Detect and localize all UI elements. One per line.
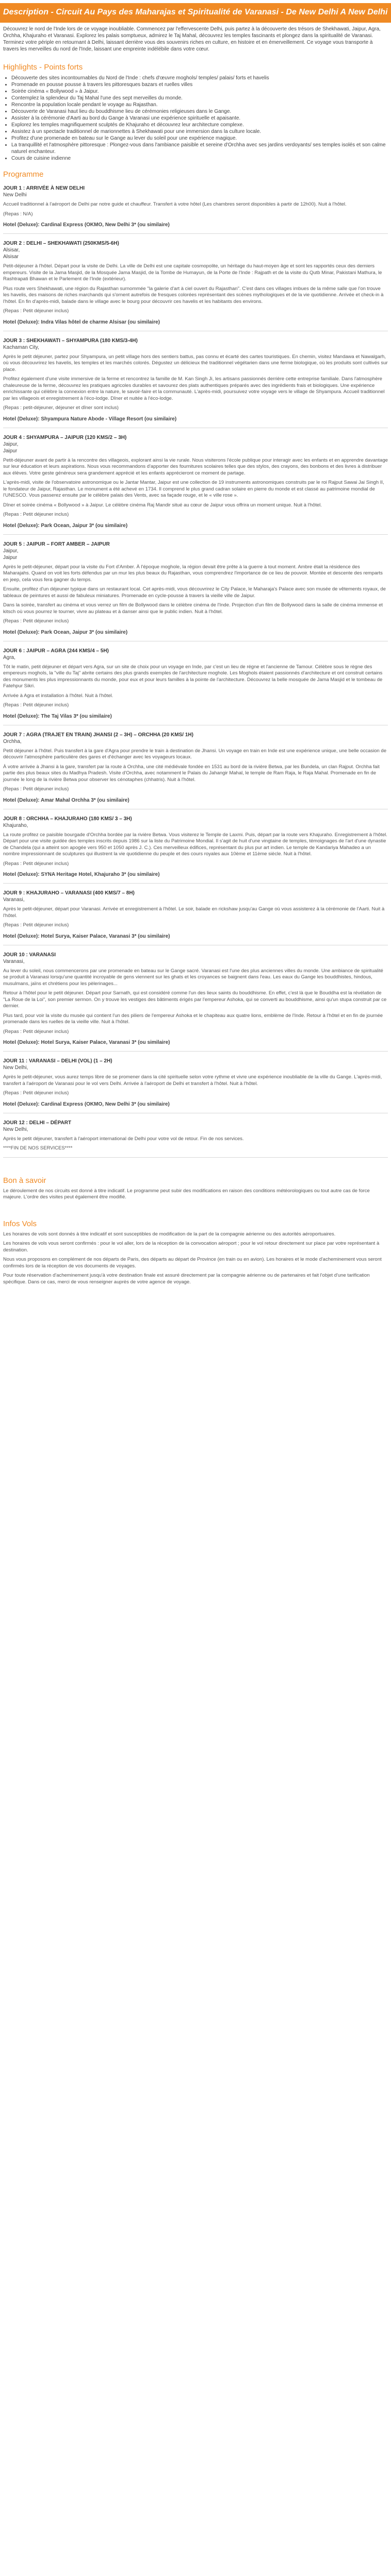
highlights-heading: Highlights - Points forts xyxy=(3,63,83,72)
day-place: Khajuraho, xyxy=(3,822,28,828)
day-place: New Delhi xyxy=(3,192,27,198)
day-hotel: Hotel (Deluxe): Shyampura Nature Abode - Village Resort (ou similaire) xyxy=(3,416,177,422)
flight-info-paragraph: Nous vous proposons en complément de nos départs de Paris, des départs au départ de Province (en train ou en avion). Les horaires et le mode d'acheminement vous seront confirmés lors de la réception de vos documents de voyages. xyxy=(3,1257,382,1269)
day-paragraph: Petit-déjeuner avant de partir à la rencontre des villageois, explorant ainsi la vie rurale. Nous visiterons l'école publique pour interagir avec les enfants et en apprendre davantage sur leur éducation et leurs aspirations. Nous vous recommandons d'apporter des fournitures scolaires telles que des stylos, des crayons, des bonbons et des livres à distribuer aux élèves. Votre geste généreux sera grandement apprécié et les enfants apprécieront ce moment de partage. xyxy=(3,457,388,476)
day-paragraph: La route profitez ce paisible bourgade d'Orchha bordée par la rivière Betwa. Vous visiterez le Temple de Laxmi. Puis, départ par la route vers Khajuraho. Enregistrement à l'hôtel. Départ pour une visite guidée des temples inscrits depuis 1986 sur la liste du Patrimoine Mondial. Il s'agit de huit d'une vingtaine de temples, témoignages de l'art d'une dynastie de Chandela (qui a atteint son apogée vers 950 et 1050 après J. C.). Ces merveilleux édifices, représentant du plus pur art indien. Le temple de Kandariya Mahadeo a un nombre impressionnant de sculptures qui illustrent la vie quotidienne du peuple et des cours royales aux 10ème et 11ème siècle. Nuit à l'hôtel. xyxy=(3,832,387,857)
intro-text: Découvrez le nord de l'Inde lors de ce voyage inoubliable. Commencez par l'effervescente Delhi, puis partez à la découverte des trésors de Shekhawati, Jaipur, Agra, Orchha, Khajuraho et Varanasi. Explorez les palais somptueux, admirez le Taj Mahal, découvrez les temples fascinants et plongez dans la spiritualité de Varanasi. Terminez votre périple en retournant à Delhi, laissant derrière vous des souvenirs riches en culture, en histoire et en émerveillement. Ce voyage vous transporte à travers les merveilles du nord de l'Inde, laissant une empreinte indélébile dans votre cœur. xyxy=(3,26,381,52)
day-paragraph: Au lever du soleil, nous commencerons par une promenade en bateau sur le Gange sacré. Varanasi est l'une des plus anciennes villes du monde. Une ambiance de spiritualité se produit à Varanasi lorsqu'une quantité incroyable de gens viennent sur les ghats et les croyances se baignent dans l'eau. Les eaux du Gange les bouddhistes, hindous, musulmans, jaïns et chrétiens pour les pèlerinages... xyxy=(3,968,383,987)
highlight-item: • Découverte des sites incontournables du Nord de l'Inde : chefs d'œuvre moghols/ temples/ palais/ forts et havelis xyxy=(11,75,391,81)
day-place: Jaipur, xyxy=(3,441,19,447)
day-section xyxy=(0,732,391,804)
flight-info-paragraph: Pour toute réservation d'acheminement jusqu'à votre destination finale est assuré directement par la compagnie aérienne ou de partenaires et fait l'objet d'une tarification spécifique. Dans ce cas, merci de vous renseigner auprès de votre agence de voyage. xyxy=(3,1273,370,1285)
highlight-item: • Cours de cuisine indienne xyxy=(11,155,391,162)
day-title: JOUR 1 : ARRIVÉE À NEW DELHI xyxy=(3,185,85,191)
day-section xyxy=(0,648,391,720)
day-hotel: Hotel (Deluxe): SYNA Heritage Hotel, Khajuraho 3* (ou similaire) xyxy=(3,872,160,877)
day-divider xyxy=(3,233,388,234)
day-paragraph: Arrivée à Agra et installation à l'hôtel. Nuit à l'hôtel. xyxy=(3,692,113,699)
highlight-item: • Explorez les temples magnifiquement sculptés de Khajuraho et découvrez leur architecture complexe. xyxy=(11,122,391,128)
flight-info-heading: Infos Vols xyxy=(3,1219,37,1228)
day-paragraph: Profitez également d'une visite immersive de la ferme et rencontrez la famille de M. Kan Singh Ji, les artisans passionnés derrière cette entreprise familiale. Dans l'atmosphère chaleureuse de la ferme, découvrez les pratiques agricoles durables et savourez des plats authentiques préparés avec des ingrédients frais et biologiques. Une expérience enrichissante qui célèbre la connexion entre la nature, le savoir-faire et la communauté. L'après-midi, poursuivez votre voyage vers le village de Shyampura. Accueil traditionnel par les villageois et enregistrement à l'éco-lodge. Dîner et nuitée à l'éco-lodge. xyxy=(3,376,385,401)
day-title: JOUR 11 : VARANASI – DELHI (VOL) (1 – 2H) xyxy=(3,1058,112,1064)
day-paragraph: Après le petit-déjeuner, départ pour la visite du Fort d'Amber. À l'époque moghole, la région devait être prête à la guerre à tout moment. Ambre était la résidence des Maharajahs. Quand on voit les forts défendus par un mur les plus beaux du Rajasthan, vous comprendrez l'importance de ce lieu de pouvoir. Montée et descente des remparts en jeep, cela vous fera gagner du temps. xyxy=(3,564,383,583)
highlight-item: • Assister à la cérémonie d'Aarti au bord du Gange à Varanasi une expérience spirituelle et apaisante. xyxy=(11,115,391,122)
highlight-item: • Soirée cinéma « Bollywood » à Jaipur. xyxy=(11,88,391,95)
day-divider xyxy=(3,883,388,884)
day-paragraph: (Repas : Petit déjeuner inclus) xyxy=(3,786,69,792)
highlight-item: • Rencontre la population locale pendant le voyage au Rajasthan. xyxy=(11,101,391,108)
day-section xyxy=(0,337,391,422)
day-paragraph: Petit déjeuner à l'hôtel. Puis transfert à la gare d'Agra pour prendre le train à destination de Jhansi. Un voyage en train en Inde est une expérience unique, une belle occasion de découvrir l'atmosphère particulière des gares et d'échanger avec les voyageurs locaux. xyxy=(3,748,386,760)
day-section xyxy=(0,185,391,228)
title-bar xyxy=(0,3,391,23)
day-paragraph: (Repas : Petit déjeuner inclus) xyxy=(3,512,69,517)
day-hotel: Hotel (Deluxe): Indra Vilas hôtel de charme Alsisar (ou similaire) xyxy=(3,319,160,325)
day-section xyxy=(0,952,391,1046)
day-paragraph: Retour à l'hôtel pour le petit déjeuner. Départ pour Sarnath, qui est considéré comme l'un des lieux saints du bouddhisme. En effet, c'est là que le Bouddha est la révélation de "La Roue de la Loi", son premier sermon. On y trouve les vestiges des bâtiments érigés par l'empereur Ashoka, qui se converti au bouddhisme, ainsi qu'un stupa construit par ce dernier. xyxy=(3,990,387,1009)
day-paragraph: Ensuite, profitez d'un déjeuner typique dans un restaurant local. Cet après-midi, vous découvrirez le City Palace, le Maharaja's Palace avec son musée de vêtements royaux, de tableaux de peintures et aussi de fabuleux miniatures. Promenade en cycle-pousse à travers la vieille ville de Jaipur. xyxy=(3,586,386,599)
day-section xyxy=(0,1120,391,1152)
day-paragraph: (Repas : Petit déjeuner inclus) xyxy=(3,702,69,708)
highlight-item: • Découverte de Varanasi haut lieu du bouddhisme lieu de cérémonies religieuses dans le Gange. xyxy=(11,108,391,115)
day-place: Jaipur xyxy=(3,554,18,561)
day-title: JOUR 2 : DELHI – SHEKHAWATI (250KMS/5-6H) xyxy=(3,241,119,246)
day-section xyxy=(0,1058,391,1108)
day-place: Agra, xyxy=(3,654,15,660)
day-section xyxy=(0,541,391,636)
highlight-item: • Promenade en pousse pousse à travers les pittoresques bazars et ruelles villes xyxy=(11,81,391,88)
day-place: Jaipur, xyxy=(3,548,19,554)
day-paragraph: (Repas : Petit déjeuner inclus) xyxy=(3,308,69,314)
highlight-item: • Contemplez la splendeur du Taj Mahal l'une des sept merveilles du monde. xyxy=(11,95,391,101)
day-paragraph: ****FIN DE NOS SERVICES**** xyxy=(3,1145,73,1151)
day-paragraph: (Repas : Petit déjeuner inclus) xyxy=(3,922,69,928)
day-paragraph: Dans la soirée, transfert au cinéma et vous verrez un film de Bollywood dans le célèbre cinéma de l'Inde. Projection d'un film de Bollywood dans la salle de cinéma immense et kitsch où vous pourrez le tourner, vivre au plateau et à danser ainsi que le public indien. Nuit à l'hôtel. xyxy=(3,602,383,615)
day-section xyxy=(0,240,391,326)
day-place: Kachaman City, xyxy=(3,344,39,350)
day-paragraph: Dîner et soirée cinéma « Bollywood » à Jaipur. Le célèbre cinéma Raj Mandir situé au cœur de Jaipur vous offrira un moment unique. Nuit à l'hôtel. xyxy=(3,502,322,508)
page-title: Description - Circuit Au Pays des Maharajas et Spiritualité de Varanasi - De New Delhi A New Delhi xyxy=(3,8,388,16)
day-paragraph: (Repas : petit-déjeuner, déjeuner et dîner sont inclus) xyxy=(3,405,119,411)
day-hotel: Hotel (Deluxe): Cardinal Express (OKMO, New Delhi 3* (ou similaire) xyxy=(3,222,170,228)
day-hotel: Hotel (Deluxe): Hotel Surya, Kaiser Palace, Varanasi 3* (ou similaire) xyxy=(3,933,170,939)
day-divider xyxy=(3,1051,388,1052)
day-hotel: Hotel (Deluxe): The Taj Vilas 3* (ou similaire) xyxy=(3,713,112,719)
day-paragraph: À votre arrivée à Jhansi à la gare, transfert par la route à Orchha, une cité médiévale fondée en 1531 au bord de la rivière Betwa, par les Bundela, un clan Rajput. Orchha fait partie des plus beaux sites du Madhya Pradesh. Visite d'Orchha, avec notamment le Palais du Jahangir Mahal, le temple de Ram Raja, le Raja Mahal. Promenade en fin de journée le long de la rivière Betwa pour observer les cénotaphes (chhatris). Nuit à l'hôtel. xyxy=(3,764,380,783)
day-paragraph: Plus tard, pour voir la visite du musée qui contient l'un des piliers de l'empereur Ashoka et le chapiteau aux quatre lions, emblème de l'Inde. Retour à l'hôtel et en fin de journée promenade dans les ruelles de la vieille ville. Nuit à l'hôtel. xyxy=(3,1012,383,1025)
good-to-know-text: Le déroulement de nos circuits est donné à titre indicatif. Le programme peut subir des modifications en raison des conditions météorologiques ou tout autre cas de force majeure. L'ordre des visites peut également être modifié. xyxy=(3,1188,370,1200)
good-to-know-section xyxy=(0,1188,391,1201)
day-paragraph: (Repas : Petit déjeuner inclus) xyxy=(3,860,69,867)
program-heading: Programme xyxy=(3,170,44,179)
day-title: JOUR 8 : ORCHHA – KHAJURAHO (180 KMS/ 3 – 3H) xyxy=(3,816,132,822)
day-paragraph: (Repas : Petit déjeuner inclus) xyxy=(3,618,69,624)
day-place: Alsisar, xyxy=(3,247,20,253)
highlight-item: • La tranquillité et l'atmosphère pittoresque : Plongez-vous dans l'ambiance paisible et sereine d'Orchha avec ses jardins verdoyants/ ses temples isolés et son calme naturel enchanteur. xyxy=(11,142,391,155)
day-paragraph: (Repas : Petit déjeuner inclus) xyxy=(3,1028,69,1035)
flight-info-paragraph: Les horaires de vols sont donnés à titre indicatif et sont susceptibles de modification de la part de la compagnie aérienne ou des autorités aéroportuaires. xyxy=(3,1231,336,1237)
flight-info-section xyxy=(0,1231,391,1286)
day-hotel: Hotel (Deluxe): Cardinal Express (OKMO, New Delhi 3* (ou similaire) xyxy=(3,1101,170,1107)
day-title: JOUR 6 : JAIPUR – AGRA (244 KMS/4 – 5H) xyxy=(3,648,109,654)
day-place: Alsisar xyxy=(3,254,19,260)
day-place: New Delhi, xyxy=(3,1126,28,1132)
day-paragraph: Après le petit-déjeuner, départ pour Varanasi. Arrivée et enregistrement à l'hôtel. Le soir, balade en rickshaw jusqu'au Gange où vous assisterez à la cérémonie de l'Aarti. Nuit à l'hôtel. xyxy=(3,906,385,919)
day-paragraph: Petit-déjeuner à l'hôtel. Départ pour la visite de Delhi. La ville de Delhi est une capitale cosmopolite, un héritage du haut-moyen âge et sont les rapportés ceux des derniers empereurs. Visite de la Jama Masjid, de la Mosquée Jama Masjid, de la Tombe de Humayun, de la Porte de l'Inde : Rajpath et de la visite du Qutb Minar, Pakistani Mathura, le Rashtrapati Bhawan et le Parlement de l'Inde (extérieur). xyxy=(3,263,382,282)
day-paragraph: (Repas : Petit déjeuner inclus) xyxy=(3,1090,69,1096)
highlights-list xyxy=(11,75,391,162)
day-paragraph: Après le petit déjeuner, transfert à l'aéroport international de Delhi pour votre vol de retour. Fin de nos services. xyxy=(3,1136,244,1142)
day-paragraph: L'après-midi, visite de l'observatoire astronomique ou le Jantar Mantar, Jaipur est une collection de 19 instruments astronomiques construits par le roi Rajput Sawai Jai Singh II, le fondateur de Jaipur, Rajasthan. Le monument a été achevé en 1734. Il comprend le plus grand cadran solaire en pierre du monde et est classé au patrimoine mondial de l'UNESCO. Vous passerez ensuite par le célèbre palais des Vents, avec sa façade rouge, et le « ville rose ». xyxy=(3,480,384,498)
day-paragraph: Accueil traditionnel à l'aéroport de Delhi par notre guide et chauffeur. Transfert à votre hôtel (Les chambres seront disponibles à partir de 12h00). Nuit à l'hôtel. xyxy=(3,201,347,207)
day-place: Jaipur xyxy=(3,448,18,454)
day-place: Varanasi, xyxy=(3,897,25,903)
program-days xyxy=(0,185,391,1158)
flight-info-paragraph: Les horaires de vols vous seront confirmés : pour le vol aller, lors de la réception de la convocation aéroport ; pour le vol retour directement sur place par votre représentant à destination. xyxy=(3,1241,380,1253)
day-title: JOUR 9 : KHAJURAHO – VARANASI (400 KMS/7 – 8H) xyxy=(3,890,135,896)
day-title: JOUR 7 : AGRA (TRAJET EN TRAIN) JHANSI (2 – 3H) – ORCHHA (20 KMS/ 1H) xyxy=(3,732,193,738)
day-title: JOUR 4 : SHYAMPURA – JAIPUR (120 KMS/2 – 3H) xyxy=(3,434,127,440)
day-section xyxy=(0,434,391,529)
day-hotel: Hotel (Deluxe): Amar Mahal Orchha 3* (ou similaire) xyxy=(3,797,129,803)
day-hotel: Hotel (Deluxe): Hotel Surya, Kaiser Palace, Varanasi 3* (ou similaire) xyxy=(3,1040,170,1045)
day-divider xyxy=(3,534,388,535)
day-place: Varanasi, xyxy=(3,958,25,964)
day-paragraph: Plus route vers Shekhawati, une région du Rajasthan surnommée "la galerie d'art à ciel ouvert du Rajasthan". C'est dans ces villages imbues de la même salle que l'on trouve les havelis, des maisons de riches marchands qui s'ornent autrefois de fresques colorées représentant des scènes mythologiques et de la vie quotidienne. Arrivée et check-in à l'hôtel. En fin d'après-midi, balade dans le village avec le bourg pour découvrir ces havelis et les habitants des environs. xyxy=(3,285,384,304)
day-place: New Delhi, xyxy=(3,1065,28,1071)
day-paragraph: Tôt le matin, petit déjeuner et départ vers Agra, sur un site de choix pour un voyage en Inde, par c'est un lieu de régne et l'ancienne de Tamour. Célèbre sous le règne des empereurs moghols, la "ville du Taj" abrite certains des plus grands exemples de l'architecture moghole. Les Moghols étaient passionnés d'architecture et ont construit certains des monuments les plus impressionnants du monde, pour eux et pour leurs familles à la pointe de l'architecture. Découvrez la belle mosquée de Jama Masjid et le tombeau de Fatehpur Sikri. xyxy=(3,664,383,689)
day-hotel: Hotel (Deluxe): Park Ocean, Jaipur 3* (ou similaire) xyxy=(3,629,128,635)
day-section xyxy=(0,890,391,940)
highlight-item: • Profitez d'une promenade en bateau sur le Gange au lever du soleil pour une expérience magique. xyxy=(11,135,391,142)
day-paragraph: Après le petit déjeuner, partez pour Shyampura, un petit village hors des sentiers battus, pas connu et écarté des cartes touristiques. En chemin, visitez Mandawa et Nawalgarh, où vous découvrirez les havelis, les temples et les marchés colorés. Dégustez un délicieux thé traditionnel végétarien dans une ferme biologique, où les produits sont cultivés sur place. xyxy=(3,353,388,372)
day-title: JOUR 5 : JAIPUR – FORT AMBER – JAIPUR xyxy=(3,541,110,547)
day-title: JOUR 12 : DELHI – DÉPART xyxy=(3,1120,72,1126)
day-paragraph: Après le petit-déjeuner, vous aurez temps libre de se promener dans la cité spirituelle selon votre rythme et vivre une expérience inoubliable de la ville du Gange. L'après-midi, transfert à l'aéroport de Varanasi pour le vol vers Delhi. Arrivée à l'aéroport de Delhi et transfert à l'hôtel. Nuit à l'hôtel. xyxy=(3,1074,382,1087)
highlight-item: • Assistez à un spectacle traditionnel de marionnettes à Shekhawati pour une immersion dans la culture locale. xyxy=(11,128,391,135)
day-place: Orchha, xyxy=(3,738,22,744)
day-title: JOUR 10 : VARANASI xyxy=(3,952,56,958)
day-section xyxy=(0,816,391,878)
day-title: JOUR 3 : SHEKHAWATI – SHYAMPURA (180 KMS/3-4H) xyxy=(3,337,138,344)
day-paragraph: (Repas : N/A) xyxy=(3,211,33,217)
day-hotel: Hotel (Deluxe): Park Ocean, Jaipur 3* (ou similaire) xyxy=(3,522,128,529)
good-to-know-heading: Bon à savoir xyxy=(3,1176,46,1185)
